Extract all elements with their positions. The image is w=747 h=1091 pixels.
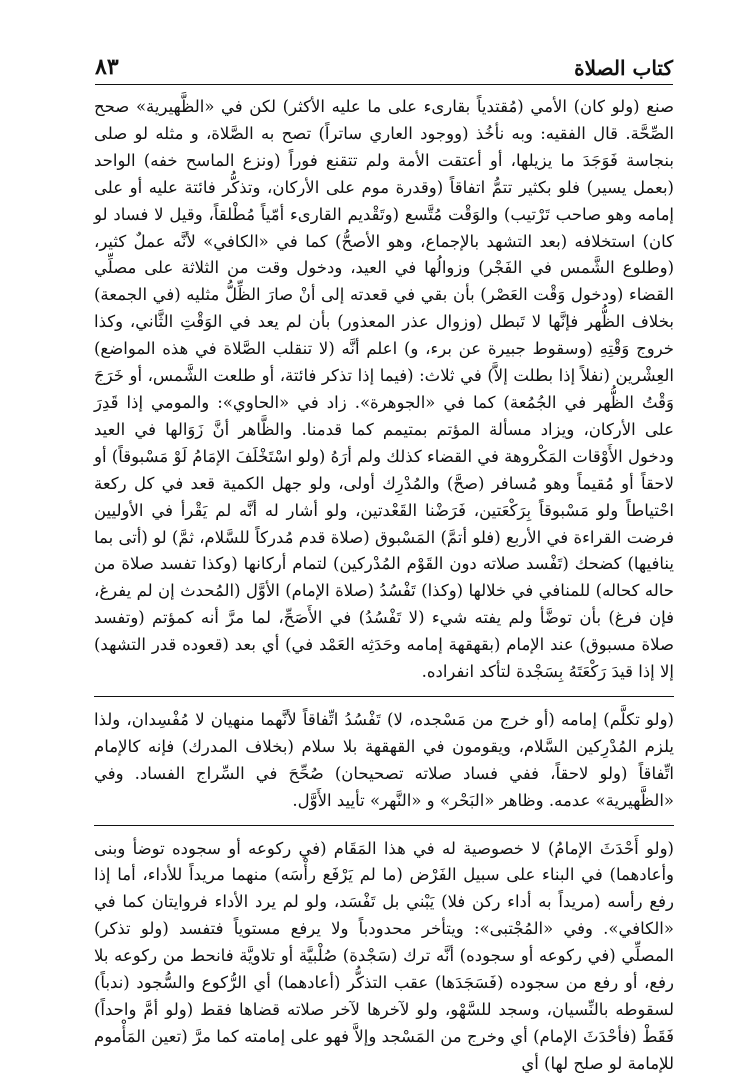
paragraph-2: (ولو تكلَّم) إمامه (أو خرج من مَسْجده، لا) تَفْسُدُ اتِّفاقاً لأنَّهما منهيان لا مُفْسِدان، ولذا يلزم المُدْرِكين السَّلام، ويقومون في القهقهة بلا سلام (بخلاف المدرك) فإنه كالإمام اتِّفاقاً (ولو لاحقاً، ففي فساد صلاته تصحيحان) صُحِّحَ في السِّراج الفساد. وفي «الظَّهيرية» عدمه. وظاهر «البَحْر» و «النَّهر» تأييد الأَوَّل. bbox=[94, 709, 674, 810]
paragraph-divider bbox=[94, 696, 674, 697]
paragraph-divider bbox=[94, 825, 674, 826]
page-body bbox=[94, 94, 674, 1088]
paragraph-3: (ولو أَحْدَثَ الإمامُ) لا خصوصية له في هذا المَقَام (في ركوعه أو سجوده توضأ وبنى وأعادهما) في البناء على سبيل الفَرْض (ما لم يَرْفَع رأْسَه) منهما مريداً للأداء، أما إذا رفع رأسه (مريداً به أداء ركن فلا) يَبْني بل تَفْسَد، ولو لم يرد الأداء فروايتان كما في «الكافي». وفي «المُجْتبى»: ويتأخر محدودباً ولا يرفع مستوياً فتفسد (ولو تذكر) المصلِّي (في ركوعه أو سجوده) أنَّه ترك (سَجْدة) صُلْبيَّة أو تلاويَّة فانحط من ركوعه بلا رفع، أو رفع من سجوده (فَسَجَدَها) عقب التذكُّر (أعادهما) أي الرُّكوع والسُّجود (ندباً) لسقوطه بالنِّسيان، وسجد للسَّهْو، ولو لآخرها لآخر صلاته قضاها فقط (ولو أمَّ واحداً) فَقَطْ (فأحْدَثَ الإمام) أي وخرج من المَسْجد وإلاَّ فهو على إمامته كما مرَّ (تعين المَأْموم للإمامة لو صلح لها) أي bbox=[94, 838, 674, 1073]
chapter-title: كتاب الصلاة bbox=[574, 56, 673, 80]
paragraph-1: صنع (ولو كان) الأمي (مُقتدياً بقارىء على ما عليه الأكثر) لكن في «الظَّهيرية» صحح الصِّحَّة. قال الفقيه: وبه نأخُذ (ووجود العاري ساتراً) تصح به الصَّلاة، و مثله لو صلى بنجاسة فَوَجَدَ ما يزيلها، أو أعتقت الأمة ولم تتقنع فوراً (ونزع الماسح خفه) الواحد (بعمل يسير) فلو بكثير تتمُّ اتفاقاً (وقدرة موم على الأركان، وتذكُّر فائتة عليه أو على إمامه وهو صاحب تَرْتيب) والوَقْت مُتَّسع (وتَقْديم القارىء أمّياً مُطْلقاً، وقيل لا فساد لو كان) استخلافه (بعد التشهد بالإجماع، وهو الأصحُّ) كما في «الكافي» لأنَّه عملٌ كثير، (وطلوع الشَّمس في الفَجْر) وزوالُها في العيد، ودخول وقت من الثلاثة على مصلِّي القضاء (ودخول وَقْت العَصْر) بأن بقي في قعدته إلى أنْ صارَ الظِّلُّ مثليه (في الجمعة) بخلاف الظُّهر فإنَّها لا تَبطل (وزوال عذر المعذور) بأن لم يعد في الوَقْتِ الثَّاني، وكذا خروج وَقْتِهِ (وسقوط جبيرة عن برء، و) اعلم أنَّه (لا تنقلب الصَّلاة في هذه المواضع) العِشْرين (نفلاً إذا بطلت إلاَّ) في ثلاث: (فيما إذا تذكر فائتة، أو طلعت الشَّمس، أو خَرَجَ وَقْتُ الظُّهر في الجُمُعة) كما في «الجوهرة». زاد في «الحاوي»: والمومي إذا قَدِرَ على الأركان، ويزاد مسألة المؤتم بمتيمم كما قدمنا. والظَّاهر أنَّ زَوَالها في العيد ودخول الأَوْقات المَكْروهة في القضاء كذلك ولم أرَهُ (ولو اسْتَخْلَفَ الإمَامُ لَوْ مَسْبوقاً) أو لاحقاً أو مُقيماً وهو مُسافر (صحَّ) والمُدْرِك أولى، ولو جهل الكمية قعد في كل ركعة احْتياطاً ولو مَسْبوقاً بِرَكْعَتين، فَرَضْنا القَعْدتين، ولو أشار له أنَّه لم يَقْرأ في الأوليين فرضت القراءة في الأربع (فلو أتمَّ) المَسْبوق (صلاة قدم مُدركاً للسَّلام، ثمَّ) لو (أتى بما ينافيها) كضحك (تَفْسد صلاته دون القَوْم المُدْركين) لتمام أركانها (وكذا تفسد صلاة من حاله كحاله) للمنافي في خلالها (وكذا) تَفْسُدُ (صلاة الإمام) الأوَّل (المُحدث إن لم يفرغ، فإن فرغ) بأن توضَّأ ولم يفته شيء (لا تَفْسُدُ) في الأَصَحِّ، لما مرَّ أنه كمؤتم (وتفسد صلاة مسبوق) عند الإمام (بقهقهة إمامه وحَدَثِه العَمْد في) أي بعد (قعوده قدر التشهد) إلا إذا قيدَ رَكْعَتَهُ بِسَجْدة لتأكد انفراده. bbox=[94, 97, 674, 682]
page-header bbox=[95, 54, 673, 85]
page-number: ٨٣ bbox=[95, 54, 119, 80]
